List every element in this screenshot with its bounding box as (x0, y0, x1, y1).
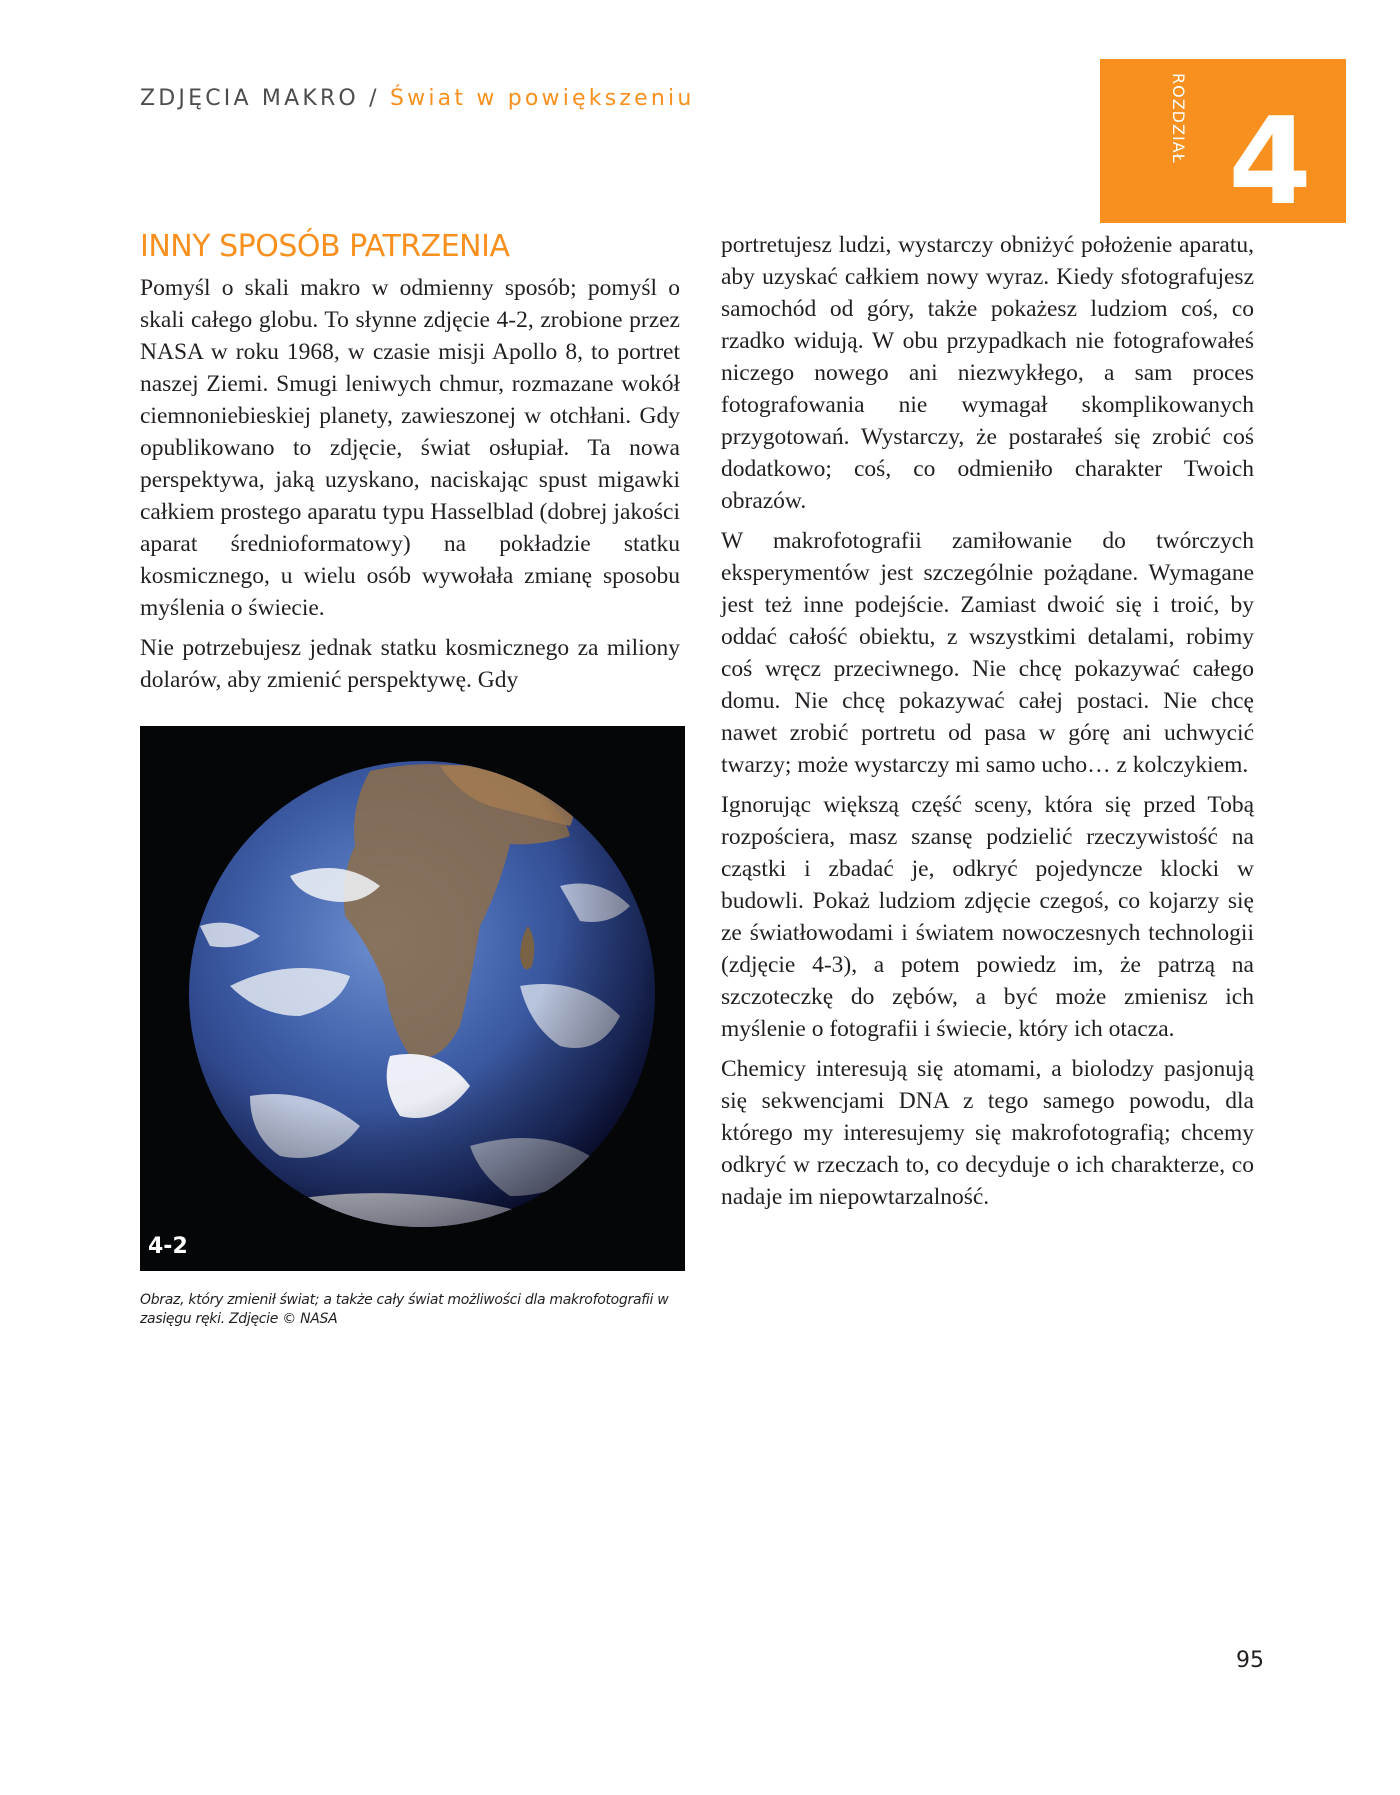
left-column (140, 272, 680, 704)
chapter-number: 4 (1228, 93, 1312, 232)
figure-label: 4-2 (148, 1234, 188, 1259)
right-column (721, 229, 1254, 1221)
running-head (140, 86, 694, 111)
paragraph: Chemicy interesują się atomami, a biolodzy pasjonują się sekwencjami DNA z tego samego powodu, dla którego my interesujemy się makrofotografią; chcemy odkryć w rzeczach to, co decyduje o ich charakterze, co nadaje im niepowtarzalność. (721, 1056, 1254, 1210)
earth-image (140, 726, 685, 1271)
paragraph: Pomyśl o skali makro w odmienny sposób; pomyśl o skali całego globu. To słynne zdjęcie 4-2, zrobione przez NASA w roku 1968, w czasie misji Apollo 8, to portret naszej Ziemi. Smugi leniwych chmur, rozmazane wokół ciemnoniebieskiej planety, zawieszonej w otchłani. Gdy opublikowano to zdjęcie, świat osłupiał. Ta nowa perspektywa, jaką uzyskano, naciskając spust migawki całkiem prostego aparatu typu Hasselblad (dobrej jakości aparat średnioformatowy) na pokładzie statku kosmicznego, u wielu osób wywołała zmianę sposobu myślenia o świecie. (140, 275, 680, 621)
paragraph: Ignorując większą część sceny, która się przed Tobą rozpościera, masz szansę podzielić rzeczywistość na cząstki i zbadać je, odkryć pojedyncze klocki w budowli. Pokaż ludziom zdjęcie czegoś, co kojarzy się ze światłowodami i światem nowoczesnych technologii (zdjęcie 4-3), a potem powiedz im, że patrzą na szczoteczkę do zębów, a być może zmienisz ich myślenie o fotografii i świecie, który ich otacza. (721, 792, 1254, 1042)
globe-shading (189, 761, 655, 1227)
figure-caption: Obraz, który zmienił świat; a także cały świat możliwości dla makrofotografii w zasięgu ręki. Zdjęcie © NASA (140, 1292, 669, 1327)
paragraph: Nie potrzebujesz jednak statku kosmicznego za miliony dolarów, aby zmienić perspektywę. Gdy (140, 635, 680, 693)
chapter-label: ROZDZIAŁ (1169, 73, 1188, 164)
paragraph: portretujesz ludzi, wystarczy obniżyć położenie aparatu, aby uzyskać całkiem nowy wyraz. Kiedy sfotografujesz samochód od góry, także pokażesz ludziom coś, co rzadko widują. W obu przypadkach nie fotografowałeś niczego nowego ani niezwykłego, a sam proces fotografowania nie wymagał skomplikowanych przygotowań. Wystarczy, że postarałeś się zrobić coś dodatkowo; coś, co odmieniło charakter Twoich obrazów. (721, 232, 1254, 514)
running-head-section: ZDJĘCIA MAKRO (140, 86, 359, 111)
paragraph: W makrofotografii zamiłowanie do twórczych eksperymentów jest szczególnie pożądane. Wymagane jest też inne podejście. Zamiast dwoić się i troić, by oddać całość obiektu, z wszystkimi detalami, robimy coś wręcz przeciwnego. Nie chcę pokazywać całego domu. Nie chcę pokazywać całej postaci. Nie chcę nawet zrobić portretu od pasa w górę ani uchwycić twarzy; może wystarczy mi samo ucho… z kolczykiem. (721, 528, 1254, 778)
page-number: 95 (1236, 1648, 1264, 1673)
chapter-tab (1100, 59, 1346, 232)
earth-photo (140, 726, 685, 1271)
section-heading: INNY SPOSÓB PATRZENIA (140, 229, 510, 264)
running-head-separator: / (358, 86, 390, 111)
running-head-subtitle: Świat w powiększeniu (389, 86, 695, 111)
